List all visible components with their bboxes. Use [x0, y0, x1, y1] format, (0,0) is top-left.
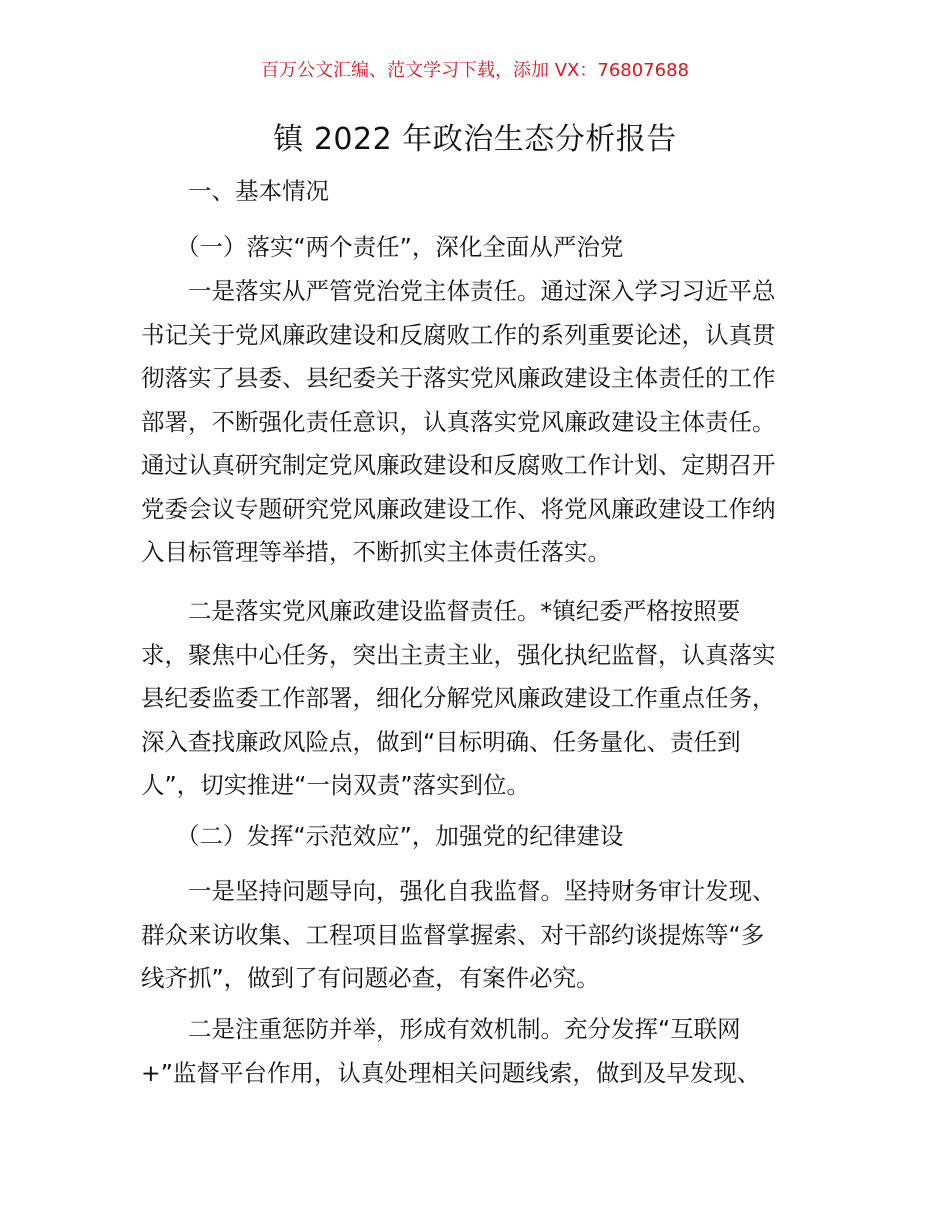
- text-line: 求，聚焦中心任务，突出主责主业，强化执纪监督，认真落实: [141, 640, 776, 669]
- section-heading-basic-situation: 一、基本情况: [188, 177, 329, 205]
- paragraph-4: [141, 1008, 813, 1095]
- text-line: 彻落实了县委、县纪委关于落实党风廉政建设主体责任的工作: [141, 364, 776, 392]
- text-line: 通过认真研究制定党风廉政建设和反腐败工作计划、定期召开: [141, 451, 776, 479]
- subsection-heading-2: （二）发挥“示范效应”，加强党的纪律建设: [176, 822, 624, 850]
- paragraph-2: [141, 590, 813, 808]
- text-line: +”监督平台作用，认真处理相关问题线索，做到及早发现、: [141, 1058, 761, 1087]
- text-line: 人”，切实推进“一岗双责”落实到位。: [141, 771, 531, 799]
- watermark-banner: 百万公文汇编、范文学习下载，添加 VX：76807688: [261, 60, 689, 81]
- text-line: 线齐抓”，做到了有问题必查，有案件必究。: [141, 964, 600, 992]
- text-line: 入目标管理等举措，不断抓实主体责任落实。: [141, 538, 611, 566]
- document-title: 镇 2022 年政治生态分析报告: [273, 122, 677, 157]
- paragraph-1: [141, 270, 813, 575]
- text-line: 群众来访收集、工程项目监督掌握索、对干部约谈提炼等“多: [141, 920, 765, 949]
- text-line: 书记关于党风廉政建设和反腐败工作的系列重要论述，认真贯: [141, 320, 776, 349]
- paragraph-3: [141, 870, 813, 1001]
- subsection-heading-1: （一）落实“两个责任”，深化全面从严治党: [176, 233, 624, 261]
- text-line: 二是注重惩防并举，形成有效机制。充分发挥“互联网: [188, 1015, 741, 1043]
- text-line: 二是落实党风廉政建设监督责任。*镇纪委严格按照要: [188, 597, 741, 625]
- text-line: 深入查找廉政风险点，做到“目标明确、任务量化、责任到: [141, 727, 741, 756]
- text-line: 党委会议专题研究党风廉政建设工作、将党风廉政建设工作纳: [141, 494, 776, 523]
- text-line: 部署，不断强化责任意识，认真落实党风廉政建设主体责任。: [141, 407, 776, 436]
- text-line: 县纪委监委工作部署，细化分解党风廉政建设工作重点任务，: [141, 684, 776, 712]
- text-line: 一是坚持问题导向，强化自我监督。坚持财务审计发现、: [188, 877, 776, 905]
- text-line: 一是落实从严管党治党主体责任。通过深入学习习近平总: [188, 277, 776, 305]
